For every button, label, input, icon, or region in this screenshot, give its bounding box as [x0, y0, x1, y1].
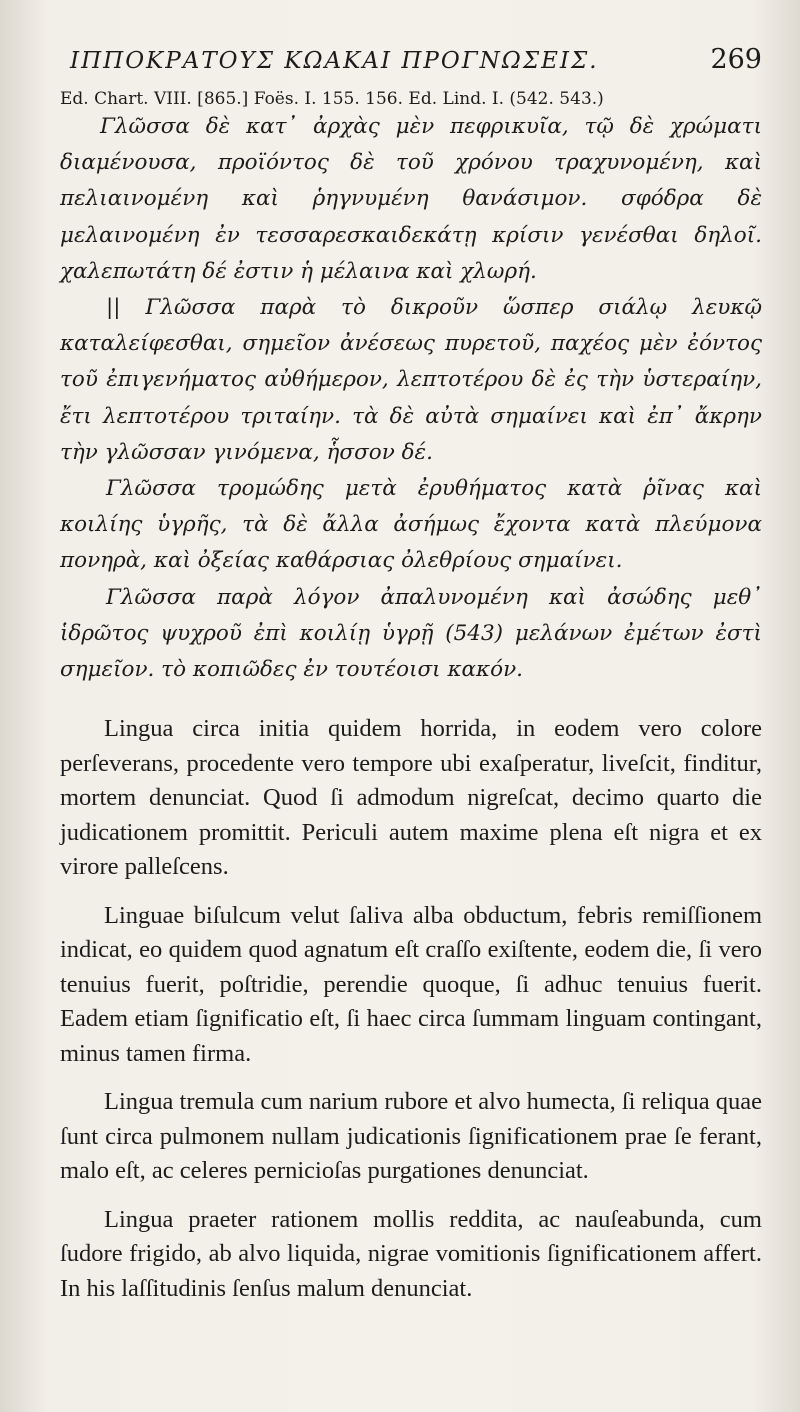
- latin-paragraph: Lingua praeter rationem mollis reddita, ac nauſeabunda, cum ſudore frigido, ab alvo liquida, nigrae vomitionis ſignificationem affert. In his laſſitudinis ſenſus malum denunciat.: [60, 1205, 762, 1302]
- latin-paragraph: Lingua tremula cum narium rubore et alvo humecta, ſi reliqua quae ſunt circa pulmonem nullam judicationis ſignificationem prae ſe ferant, malo eſt, ac celeres pernicioſas purgationes denunciat.: [60, 1088, 762, 1185]
- running-title: ΙΠΠΟΚΡΑΤΟΥΣ ΚΩΑΚΑΙ ΠΡΟΓΝΩΣΕΙΣ.: [70, 48, 599, 74]
- latin-paragraph: Lingua circa initia quidem horrida, in eodem vero colore perſeverans, procedente vero tempore ubi exaſperatur, liveſcit, finditur, mortem denunciat. Quod ſi admodum nigreſcat, decimo quarto die judicationem promittit. Periculi autem maxime plena eſt nigra et ex virore palleſcens.: [60, 715, 762, 881]
- greek-paragraph: || Γλῶσσα παρὰ τὸ δικροῦν ὥσπερ σιάλῳ λευκῷ καταλείφεσθαι, σημεῖον ἀνέσεως πυρετοῦ, παχέος μὲν ἐόντος τοῦ ἐπιγενήματος αὐθήμερον, λεπτοτέρου δὲ ἐς τὴν ὑστεραίην, ἔτι λεπτοτέρου τριταίην. τὰ δὲ αὐτὰ σημαίνει καὶ ἐπ᾽ ἄκρην τὴν γλῶσσαν γινόμενα, ἧσσον δέ.: [60, 295, 762, 465]
- latin-paragraph: Linguae biſulcum velut ſaliva alba obductum, febris remiſſionem indicat, eo quidem quod agnatum eſt craſſo exiſtente, eodem die, ſi vero tenuius fuerit, poſtridie, perendie quoque, ſi adhuc tenuius fuerit. Eadem etiam ſignificatio eſt, ſi haec circa ſummam linguam contingant, minus tamen firma.: [60, 901, 762, 1067]
- edition-reference: Ed. Chart. VIII. [865.] Foës. I. 155. 156. Ed. Lind. I. (542. 543.): [60, 89, 604, 109]
- greek-paragraph: Γλῶσσα δὲ κατ᾽ ἀρχὰς μὲν πεφρικυῖα, τῷ δὲ χρώματι διαμένουσα, προϊόντος δὲ τοῦ χρόνου τραχυνομένη, καὶ πελιαινομένη καὶ ῥηγνυμένη θανάσιμον. σφόδρα δὲ μελαινομένη ἐν τεσσαρεσκαιδεκάτῃ κρίσιν γενέσθαι δηλοῖ. χαλεπωτάτη δέ ἐστιν ἡ μέλαινα καὶ χλωρή.: [60, 114, 762, 284]
- running-header: [60, 44, 762, 75]
- greek-text: [60, 109, 762, 688]
- page-number: 269: [710, 44, 762, 75]
- greek-paragraph: Γλῶσσα παρὰ λόγον ἀπαλυνομένη καὶ ἀσώδης μεθ᾽ ἱδρῶτος ψυχροῦ ἐπὶ κοιλίῃ ὑγρῇ (543) μελάνων ἐμέτων ἐστὶ σημεῖον. τὸ κοπιῶδες ἐν τουτέοισι κακόν.: [60, 584, 762, 683]
- latin-translation: [60, 712, 762, 1306]
- greek-paragraph: Γλῶσσα τρομώδης μετὰ ἐρυθήματος κατὰ ῥῖνας καὶ κοιλίης ὑγρῆς, τὰ δὲ ἄλλα ἀσήμως ἔχοντα κατὰ πλεύμονα πονηρὰ, καὶ ὀξείας καθάρσιας ὀλεθρίους σημαίνει.: [60, 476, 762, 574]
